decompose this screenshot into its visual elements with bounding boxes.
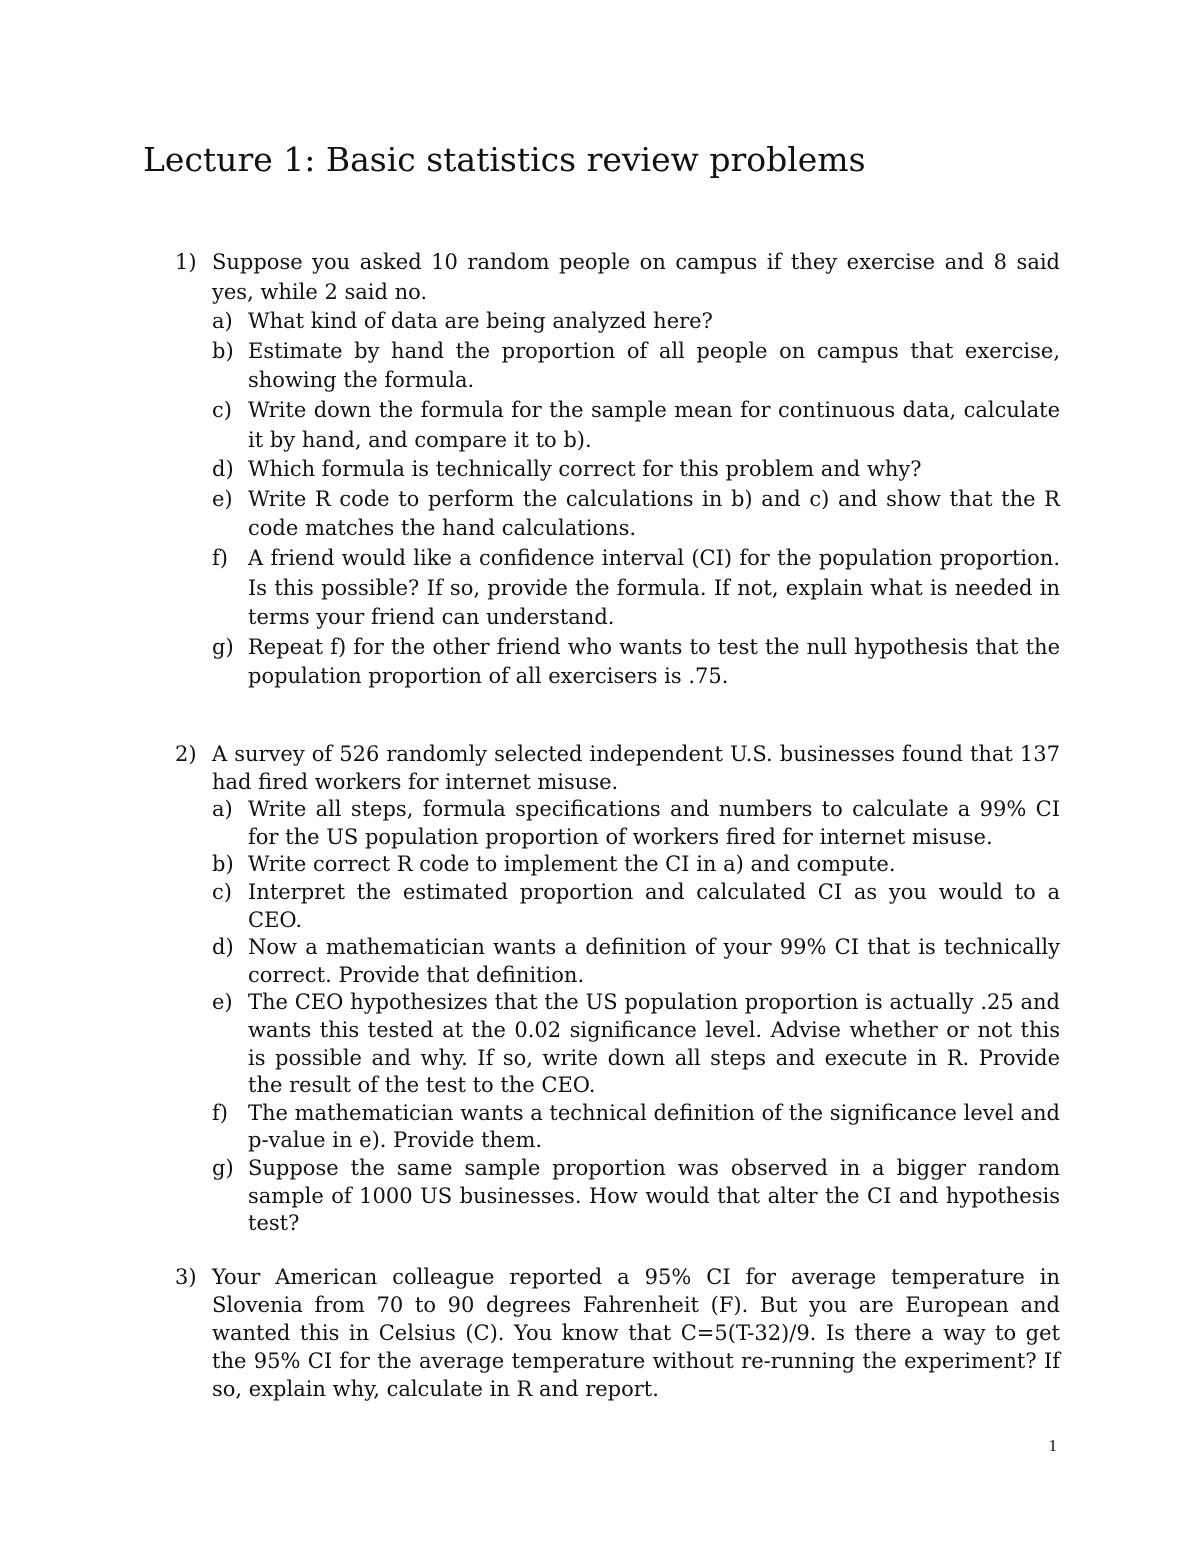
sub-question-letter: e): [212, 990, 233, 1015]
sub-question-1e: [212, 485, 1060, 544]
sub-question-text: Which formula is technically correct for this problem and why?: [248, 457, 922, 482]
problem-text: Your American colleague reported a 95% CI for average temperature in Slovenia from 70 to 90 degrees Fahrenheit (F). But you are European and wanted this in Celsius (C). You know that C=5(T-32)/9. Is there a way to get the 95% CI for the average temperature without re-running the experiment? If so, explain why, calculate in R and report.: [212, 1265, 1060, 1401]
sub-question-letter: g): [212, 634, 234, 659]
sub-question-letter: a): [212, 309, 233, 334]
sub-question-text: What kind of data are being analyzed here?: [248, 309, 713, 334]
sub-question-letter: a): [212, 797, 233, 822]
sub-question-text: Now a mathematician wants a definition of your 99% CI that is technically correct. Provide that definition.: [248, 935, 1060, 987]
sub-question-2e: [212, 989, 1060, 1099]
sub-question-2f: [212, 1100, 1060, 1155]
sub-question-1c: [212, 396, 1060, 455]
sub-question-text: Write down the formula for the sample mean for continuous data, calculate it by hand, and compare it to b).: [248, 397, 1060, 452]
sub-question-2g: [212, 1155, 1060, 1238]
sub-question-text: Suppose the same sample proportion was observed in a bigger random sample of 1000 US businesses. How would that alter the CI and hypothesis test?: [248, 1155, 1060, 1236]
sub-question-1b: [212, 337, 1060, 396]
sub-question-letter: c): [212, 397, 232, 422]
sub-question-2a: [212, 796, 1060, 851]
sub-question-letter: b): [212, 338, 234, 363]
sub-question-letter: f): [212, 1100, 228, 1125]
sub-question-1d: [212, 455, 1060, 485]
problem-stem: [175, 248, 1060, 307]
sub-question-letter: e): [212, 486, 233, 511]
sub-question-1f: [212, 544, 1060, 633]
sub-question-text: A friend would like a confidence interval (CI) for the population proportion. Is this possible? If so, provide the formula. If not, explain what is needed in terms your friend can understand.: [248, 545, 1060, 630]
problem-number: 2): [175, 742, 197, 766]
sub-question-text: Interpret the estimated proportion and calculated CI as you would to a CEO.: [248, 879, 1060, 932]
problem-text: A survey of 526 randomly selected independent U.S. businesses found that 137 had fired workers for internet misuse.: [212, 742, 1060, 794]
sub-question-text: The mathematician wants a technical definition of the significance level and p-value in e). Provide them.: [248, 1100, 1060, 1153]
problem-3: [175, 1264, 1060, 1404]
page-number: 1: [1048, 1436, 1057, 1455]
sub-question-2b: [212, 851, 1060, 879]
problem-text: Suppose you asked 10 random people on campus if they exercise and 8 said yes, while 2 said no.: [212, 250, 1060, 304]
problem-number: 3): [175, 1265, 197, 1289]
problem-2: [175, 741, 1060, 1238]
sub-question-text: Write R code to perform the calculations in b) and c) and show that the R code matches the hand calculations.: [248, 486, 1060, 541]
sub-question-list: [212, 307, 1060, 692]
sub-question-1a: [212, 307, 1060, 337]
sub-question-list: [212, 796, 1060, 1238]
sub-question-1g: [212, 633, 1060, 692]
sub-question-letter: c): [212, 879, 232, 904]
problem-number: 1): [175, 250, 197, 274]
problem-stem: [175, 741, 1060, 796]
sub-question-letter: b): [212, 852, 234, 877]
sub-question-text: Estimate by hand the proportion of all people on campus that exercise, showing the formula.: [248, 338, 1060, 393]
sub-question-2d: [212, 934, 1060, 989]
page-title: Lecture 1: Basic statistics review problems: [143, 140, 866, 179]
sub-question-letter: g): [212, 1155, 234, 1180]
problem-1: [175, 248, 1060, 692]
sub-question-letter: d): [212, 457, 234, 482]
sub-question-letter: f): [212, 545, 228, 570]
sub-question-2c: [212, 879, 1060, 934]
sub-question-text: Repeat f) for the other friend who wants to test the null hypothesis that the population proportion of all exercisers is .75.: [248, 634, 1060, 689]
sub-question-letter: d): [212, 935, 234, 960]
sub-question-text: The CEO hypothesizes that the US population proportion is actually .25 and wants this tested at the 0.02 significance level. Advise whether or not this is possible and why. If so, write down all steps and execute in R. Provide the result of the test to the CEO.: [248, 990, 1060, 1098]
sub-question-text: Write all steps, formula specifications and numbers to calculate a 99% CI for the US population proportion of workers fired for internet misuse.: [248, 797, 1060, 849]
problem-stem: [175, 1264, 1060, 1404]
sub-question-text: Write correct R code to implement the CI in a) and compute.: [248, 852, 896, 877]
